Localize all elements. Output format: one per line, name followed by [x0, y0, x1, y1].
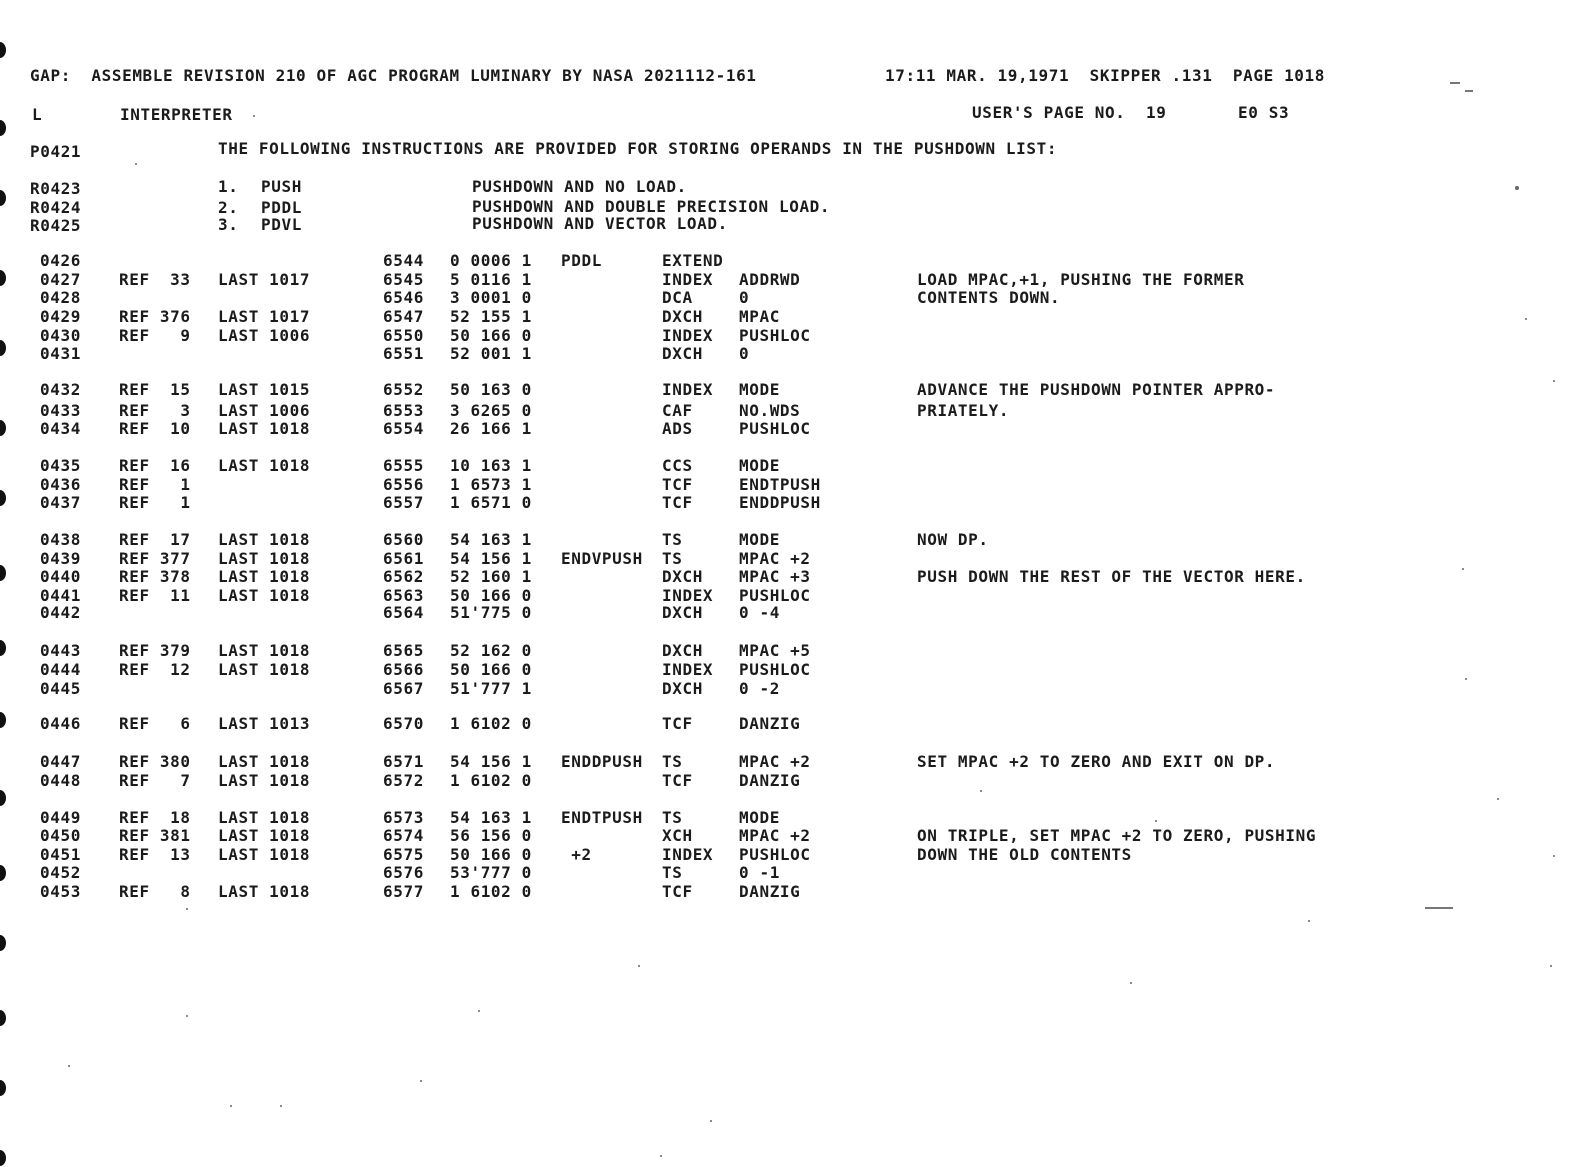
- last-page: LAST 1018: [218, 549, 311, 568]
- label: ENDDPUSH: [561, 752, 643, 771]
- operand: 0 -1: [739, 863, 780, 882]
- ref-count: REF 8: [119, 882, 191, 901]
- octal-code: 50 166 0: [450, 586, 532, 605]
- operand: MPAC +2: [739, 826, 811, 845]
- octal-code: 1 6102 0: [450, 771, 532, 790]
- octal-code: 26 166 1: [450, 419, 532, 438]
- opcode: ADS: [662, 419, 693, 438]
- last-page: LAST 1018: [218, 826, 311, 845]
- address: 6562: [383, 567, 424, 586]
- header-users-page: USER'S PAGE NO. 19 E0 S3: [972, 103, 1290, 122]
- ref-count: REF 17: [119, 530, 191, 549]
- address: 6567: [383, 679, 424, 698]
- header-l-marker: L: [32, 105, 43, 124]
- comment: ADVANCE THE PUSHDOWN POINTER APPRO-: [917, 380, 1276, 399]
- intro-ref: P0421: [30, 142, 82, 161]
- operand: DANZIG: [739, 714, 801, 733]
- last-page: LAST 1018: [218, 771, 311, 790]
- operand: DANZIG: [739, 882, 801, 901]
- ref-count: REF 379: [119, 641, 191, 660]
- ref-count: REF 7: [119, 771, 191, 790]
- label: +2: [561, 845, 592, 864]
- intro-item-name: PDDL: [261, 198, 302, 217]
- octal-code: 10 163 1: [450, 456, 532, 475]
- address: 6555: [383, 456, 424, 475]
- opcode: TS: [662, 808, 683, 827]
- line-number: 0442: [40, 603, 81, 622]
- label: PDDL: [561, 251, 602, 270]
- operand: MPAC +3: [739, 567, 811, 586]
- line-number: 0431: [40, 344, 81, 363]
- ref-count: REF 13: [119, 845, 191, 864]
- line-number: 0427: [40, 270, 81, 289]
- last-page: LAST 1018: [218, 845, 311, 864]
- octal-code: 50 166 0: [450, 845, 532, 864]
- octal-code: 3 0001 0: [450, 288, 532, 307]
- operand: 0: [739, 344, 750, 363]
- intro-item-num: 2.: [218, 198, 239, 217]
- line-number: 0438: [40, 530, 81, 549]
- opcode: EXTEND: [662, 251, 724, 270]
- line-number: 0443: [40, 641, 81, 660]
- octal-code: 50 166 0: [450, 326, 532, 345]
- opcode: DXCH: [662, 344, 703, 363]
- opcode: TCF: [662, 882, 693, 901]
- address: 6545: [383, 270, 424, 289]
- operand: MODE: [739, 808, 780, 827]
- octal-code: 50 166 0: [450, 660, 532, 679]
- octal-code: 54 163 1: [450, 530, 532, 549]
- opcode: CCS: [662, 456, 693, 475]
- operand: PUSHLOC: [739, 586, 811, 605]
- line-number: 0440: [40, 567, 81, 586]
- line-number: 0441: [40, 586, 81, 605]
- octal-code: 52 162 0: [450, 641, 532, 660]
- address: 6571: [383, 752, 424, 771]
- opcode: DXCH: [662, 641, 703, 660]
- last-page: LAST 1018: [218, 530, 311, 549]
- intro-text: THE FOLLOWING INSTRUCTIONS ARE PROVIDED FOR STORING OPERANDS IN THE PUSHDOWN LIST:: [218, 139, 1058, 158]
- opcode: TCF: [662, 714, 693, 733]
- ref-count: REF 15: [119, 380, 191, 399]
- opcode: DXCH: [662, 567, 703, 586]
- octal-code: 0 0006 1: [450, 251, 532, 270]
- last-page: LAST 1015: [218, 380, 311, 399]
- last-page: LAST 1018: [218, 882, 311, 901]
- ref-count: REF 1: [119, 475, 191, 494]
- ref-count: REF 381: [119, 826, 191, 845]
- intro-item-desc: PUSHDOWN AND VECTOR LOAD.: [472, 214, 728, 233]
- address: 6557: [383, 493, 424, 512]
- operand: 0 -2: [739, 679, 780, 698]
- line-number: 0430: [40, 326, 81, 345]
- ref-count: REF 376: [119, 307, 191, 326]
- address: 6564: [383, 603, 424, 622]
- operand: PUSHLOC: [739, 660, 811, 679]
- address: 6553: [383, 401, 424, 420]
- opcode: DXCH: [662, 603, 703, 622]
- line-number: 0428: [40, 288, 81, 307]
- intro-item-ref: R0423: [30, 179, 82, 198]
- intro-item-num: 3.: [218, 215, 239, 234]
- octal-code: 54 163 1: [450, 808, 532, 827]
- opcode: TS: [662, 530, 683, 549]
- line-number: 0436: [40, 475, 81, 494]
- line-number: 0433: [40, 401, 81, 420]
- address: 6566: [383, 660, 424, 679]
- ref-count: REF 33: [119, 270, 191, 289]
- opcode: DCA: [662, 288, 693, 307]
- intro-item-desc: PUSHDOWN AND NO LOAD.: [472, 177, 687, 196]
- last-page: LAST 1018: [218, 419, 311, 438]
- comment: DOWN THE OLD CONTENTS: [917, 845, 1132, 864]
- address: 6547: [383, 307, 424, 326]
- opcode: INDEX: [662, 586, 714, 605]
- octal-code: 54 156 1: [450, 549, 532, 568]
- octal-code: 52 155 1: [450, 307, 532, 326]
- operand: MODE: [739, 530, 780, 549]
- opcode: CAF: [662, 401, 693, 420]
- octal-code: 52 001 1: [450, 344, 532, 363]
- opcode: TS: [662, 863, 683, 882]
- comment: ON TRIPLE, SET MPAC +2 TO ZERO, PUSHING: [917, 826, 1317, 845]
- address: 6546: [383, 288, 424, 307]
- last-page: LAST 1018: [218, 660, 311, 679]
- octal-code: 51'775 0: [450, 603, 532, 622]
- header-section: INTERPRETER: [120, 105, 233, 124]
- comment: NOW DP.: [917, 530, 989, 549]
- octal-code: 1 6102 0: [450, 714, 532, 733]
- last-page: LAST 1017: [218, 270, 311, 289]
- last-page: LAST 1018: [218, 641, 311, 660]
- address: 6575: [383, 845, 424, 864]
- header-title: GAP: ASSEMBLE REVISION 210 OF AGC PROGRAM LUMINARY BY NASA 2021112-161: [30, 66, 757, 85]
- ref-count: REF 1: [119, 493, 191, 512]
- comment: SET MPAC +2 TO ZERO AND EXIT ON DP.: [917, 752, 1276, 771]
- label: ENDTPUSH: [561, 808, 643, 827]
- opcode: DXCH: [662, 679, 703, 698]
- line-number: 0445: [40, 679, 81, 698]
- last-page: LAST 1018: [218, 567, 311, 586]
- line-number: 0451: [40, 845, 81, 864]
- octal-code: 53'777 0: [450, 863, 532, 882]
- label: ENDVPUSH: [561, 549, 643, 568]
- opcode: TCF: [662, 493, 693, 512]
- address: 6544: [383, 251, 424, 270]
- address: 6576: [383, 863, 424, 882]
- opcode: TS: [662, 549, 683, 568]
- intro-item-ref: R0424: [30, 198, 82, 217]
- ref-count: REF 377: [119, 549, 191, 568]
- operand: ADDRWD: [739, 270, 801, 289]
- line-number: 0437: [40, 493, 81, 512]
- ref-count: REF 18: [119, 808, 191, 827]
- octal-code: 56 156 0: [450, 826, 532, 845]
- line-number: 0444: [40, 660, 81, 679]
- octal-code: 1 6573 1: [450, 475, 532, 494]
- address: 6551: [383, 344, 424, 363]
- octal-code: 50 163 0: [450, 380, 532, 399]
- operand: MODE: [739, 456, 780, 475]
- intro-item-desc: PUSHDOWN AND DOUBLE PRECISION LOAD.: [472, 197, 831, 216]
- octal-code: 54 156 1: [450, 752, 532, 771]
- opcode: INDEX: [662, 380, 714, 399]
- address: 6563: [383, 586, 424, 605]
- opcode: TCF: [662, 771, 693, 790]
- ref-count: REF 380: [119, 752, 191, 771]
- ref-count: REF 6: [119, 714, 191, 733]
- ref-count: REF 3: [119, 401, 191, 420]
- comment: CONTENTS DOWN.: [917, 288, 1061, 307]
- line-number: 0429: [40, 307, 81, 326]
- header-date-page: 17:11 MAR. 19,1971 SKIPPER .131 PAGE 1018: [885, 66, 1326, 85]
- last-page: LAST 1018: [218, 586, 311, 605]
- operand: MODE: [739, 380, 780, 399]
- address: 6556: [383, 475, 424, 494]
- last-page: LAST 1018: [218, 752, 311, 771]
- address: 6560: [383, 530, 424, 549]
- operand: MPAC +2: [739, 549, 811, 568]
- operand: 0 -4: [739, 603, 780, 622]
- opcode: INDEX: [662, 845, 714, 864]
- opcode: INDEX: [662, 270, 714, 289]
- line-number: 0446: [40, 714, 81, 733]
- address: 6552: [383, 380, 424, 399]
- octal-code: 1 6571 0: [450, 493, 532, 512]
- comment: PRIATELY.: [917, 401, 1010, 420]
- address: 6577: [383, 882, 424, 901]
- operand: ENDTPUSH: [739, 475, 821, 494]
- opcode: XCH: [662, 826, 693, 845]
- octal-code: 1 6102 0: [450, 882, 532, 901]
- address: 6574: [383, 826, 424, 845]
- address: 6570: [383, 714, 424, 733]
- intro-item-name: PUSH: [261, 177, 302, 196]
- intro-item-ref: R0425: [30, 216, 82, 235]
- address: 6550: [383, 326, 424, 345]
- address: 6565: [383, 641, 424, 660]
- operand: ENDDPUSH: [739, 493, 821, 512]
- address: 6561: [383, 549, 424, 568]
- ref-count: REF 10: [119, 419, 191, 438]
- intro-item-num: 1.: [218, 177, 239, 196]
- operand: DANZIG: [739, 771, 801, 790]
- line-number: 0435: [40, 456, 81, 475]
- comment: PUSH DOWN THE REST OF THE VECTOR HERE.: [917, 567, 1306, 586]
- line-number: 0447: [40, 752, 81, 771]
- opcode: INDEX: [662, 326, 714, 345]
- last-page: LAST 1013: [218, 714, 311, 733]
- last-page: LAST 1018: [218, 456, 311, 475]
- operand: MPAC +2: [739, 752, 811, 771]
- last-page: LAST 1018: [218, 808, 311, 827]
- ref-count: REF 378: [119, 567, 191, 586]
- octal-code: 52 160 1: [450, 567, 532, 586]
- address: 6573: [383, 808, 424, 827]
- line-number: 0449: [40, 808, 81, 827]
- line-number: 0434: [40, 419, 81, 438]
- opcode: TCF: [662, 475, 693, 494]
- ref-count: REF 12: [119, 660, 191, 679]
- opcode: TS: [662, 752, 683, 771]
- operand: PUSHLOC: [739, 845, 811, 864]
- operand: 0: [739, 288, 750, 307]
- line-number: 0439: [40, 549, 81, 568]
- opcode: DXCH: [662, 307, 703, 326]
- address: 6554: [383, 419, 424, 438]
- line-number: 0452: [40, 863, 81, 882]
- operand: PUSHLOC: [739, 326, 811, 345]
- ref-count: REF 11: [119, 586, 191, 605]
- operand: MPAC +5: [739, 641, 811, 660]
- line-number: 0450: [40, 826, 81, 845]
- comment: LOAD MPAC,+1, PUSHING THE FORMER: [917, 270, 1245, 289]
- intro-item-name: PDVL: [261, 215, 302, 234]
- operand: NO.WDS: [739, 401, 801, 420]
- operand: PUSHLOC: [739, 419, 811, 438]
- address: 6572: [383, 771, 424, 790]
- operand: MPAC: [739, 307, 780, 326]
- opcode: INDEX: [662, 660, 714, 679]
- ref-count: REF 16: [119, 456, 191, 475]
- octal-code: 5 0116 1: [450, 270, 532, 289]
- octal-code: 51'777 1: [450, 679, 532, 698]
- line-number: 0426: [40, 251, 81, 270]
- ref-count: REF 9: [119, 326, 191, 345]
- line-number: 0432: [40, 380, 81, 399]
- last-page: LAST 1017: [218, 307, 311, 326]
- octal-code: 3 6265 0: [450, 401, 532, 420]
- line-number: 0448: [40, 771, 81, 790]
- line-number: 0453: [40, 882, 81, 901]
- last-page: LAST 1006: [218, 326, 311, 345]
- last-page: LAST 1006: [218, 401, 311, 420]
